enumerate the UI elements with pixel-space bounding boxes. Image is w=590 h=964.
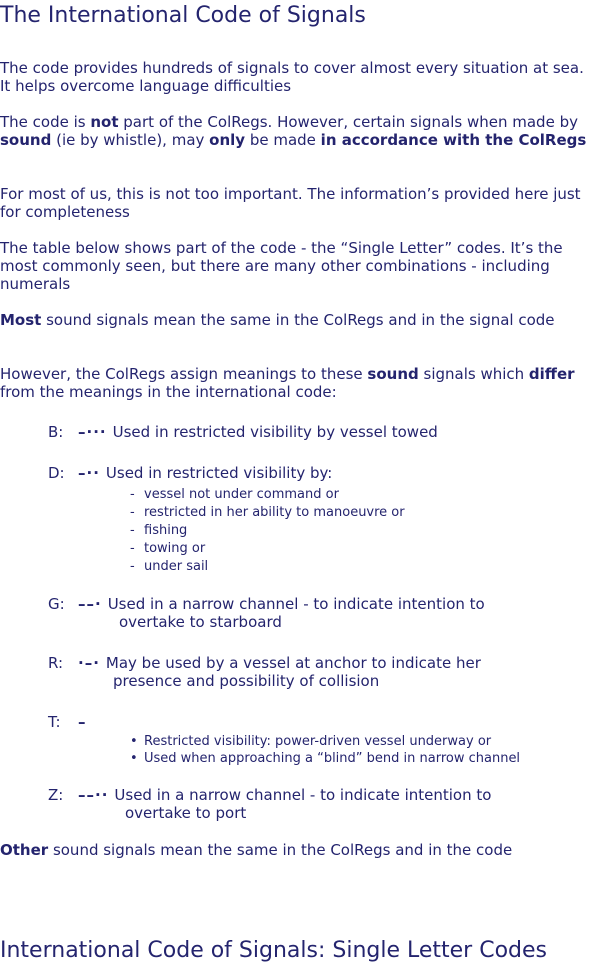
signal-letter: T: [48, 713, 61, 731]
signal-meaning: Used in a narrow channel - to indicate intention to [107, 595, 485, 613]
signal-meaning: Used in a narrow channel - to indicate intention to [114, 786, 492, 804]
section-title: International Code of Signals: Single Letter Codes [0, 938, 548, 963]
text: However, the ColRegs assign meanings to these [0, 365, 368, 383]
signal-meaning-continued: presence and possibility of collision [113, 672, 380, 690]
signal-meaning: May be used by a vessel at anchor to indicate her [105, 654, 481, 672]
text: from the meanings in the international code: [0, 383, 337, 401]
most-signals-paragraph [0, 311, 590, 329]
list-item: - vessel not under command or [130, 486, 588, 504]
signal-g [48, 595, 588, 631]
list-item: • Restricted visibility: power-driven vessel underway or [130, 733, 588, 750]
signal-d [48, 464, 588, 576]
list-item: • Used when approaching a “blind” bend in narrow channel [130, 750, 588, 767]
signal-meaning-continued: overtake to port [125, 804, 247, 822]
signal-b [48, 423, 588, 441]
signal-t [48, 713, 588, 767]
differ-paragraph [0, 365, 590, 401]
text: (ie by whistle), may [51, 131, 210, 149]
signal-z [48, 786, 588, 822]
text: part of the ColRegs. However, certain signals when made by [118, 113, 578, 131]
morse-code: – [78, 713, 87, 731]
colregs-paragraph [0, 113, 590, 149]
text: The code is [0, 113, 91, 131]
signal-meaning-continued: overtake to starboard [119, 613, 282, 631]
morse-code: ––·· [78, 786, 109, 804]
table-intro-paragraph: The table below shows part of the code - the “Single Letter” codes. It’s the most commonly seen, but there are many other combinations - including numerals [0, 239, 563, 293]
list-item: - under sail [130, 558, 588, 576]
signal-letter: R: [48, 654, 64, 672]
emphasis: Most [0, 311, 42, 329]
emphasis: Other [0, 841, 49, 859]
importance-paragraph: For most of us, this is not too important. The information’s provided here just for completeness [0, 185, 581, 221]
list-item: - fishing [130, 522, 588, 540]
text: signals which [418, 365, 529, 383]
signal-meaning: Used in restricted visibility by vessel towed [112, 423, 438, 441]
signal-letter: B: [48, 423, 64, 441]
usage-list [48, 733, 588, 767]
signal-letter: Z: [48, 786, 64, 804]
morse-code: ––· [78, 595, 102, 613]
signal-letter: G: [48, 595, 65, 613]
signal-meaning: Used in restricted visibility by: [105, 464, 333, 482]
text: be made [245, 131, 321, 149]
vessel-list [48, 486, 588, 576]
signal-r [48, 654, 588, 690]
emphasis: sound [367, 365, 419, 383]
morse-code: –·· [78, 464, 100, 482]
list-item: - restricted in her ability to manoeuvre or [130, 504, 588, 522]
page-title: The International Code of Signals [0, 3, 366, 28]
emphasis: only [209, 131, 246, 149]
text: sound signals mean the same in the ColRegs and in the signal code [41, 311, 555, 329]
list-item: - towing or [130, 540, 588, 558]
emphasis: in accordance with the ColRegs [320, 131, 587, 149]
text: sound signals mean the same in the ColRegs and in the code [48, 841, 513, 859]
emphasis: not [90, 113, 119, 131]
morse-code: –··· [78, 423, 107, 441]
intro-paragraph: The code provides hundreds of signals to cover almost every situation at sea. It helps overcome language difficulties [0, 59, 584, 95]
emphasis: sound [0, 131, 52, 149]
signal-letter: D: [48, 464, 65, 482]
emphasis: differ [528, 365, 575, 383]
morse-code: ·–· [78, 654, 100, 672]
other-signals-paragraph [0, 841, 590, 859]
